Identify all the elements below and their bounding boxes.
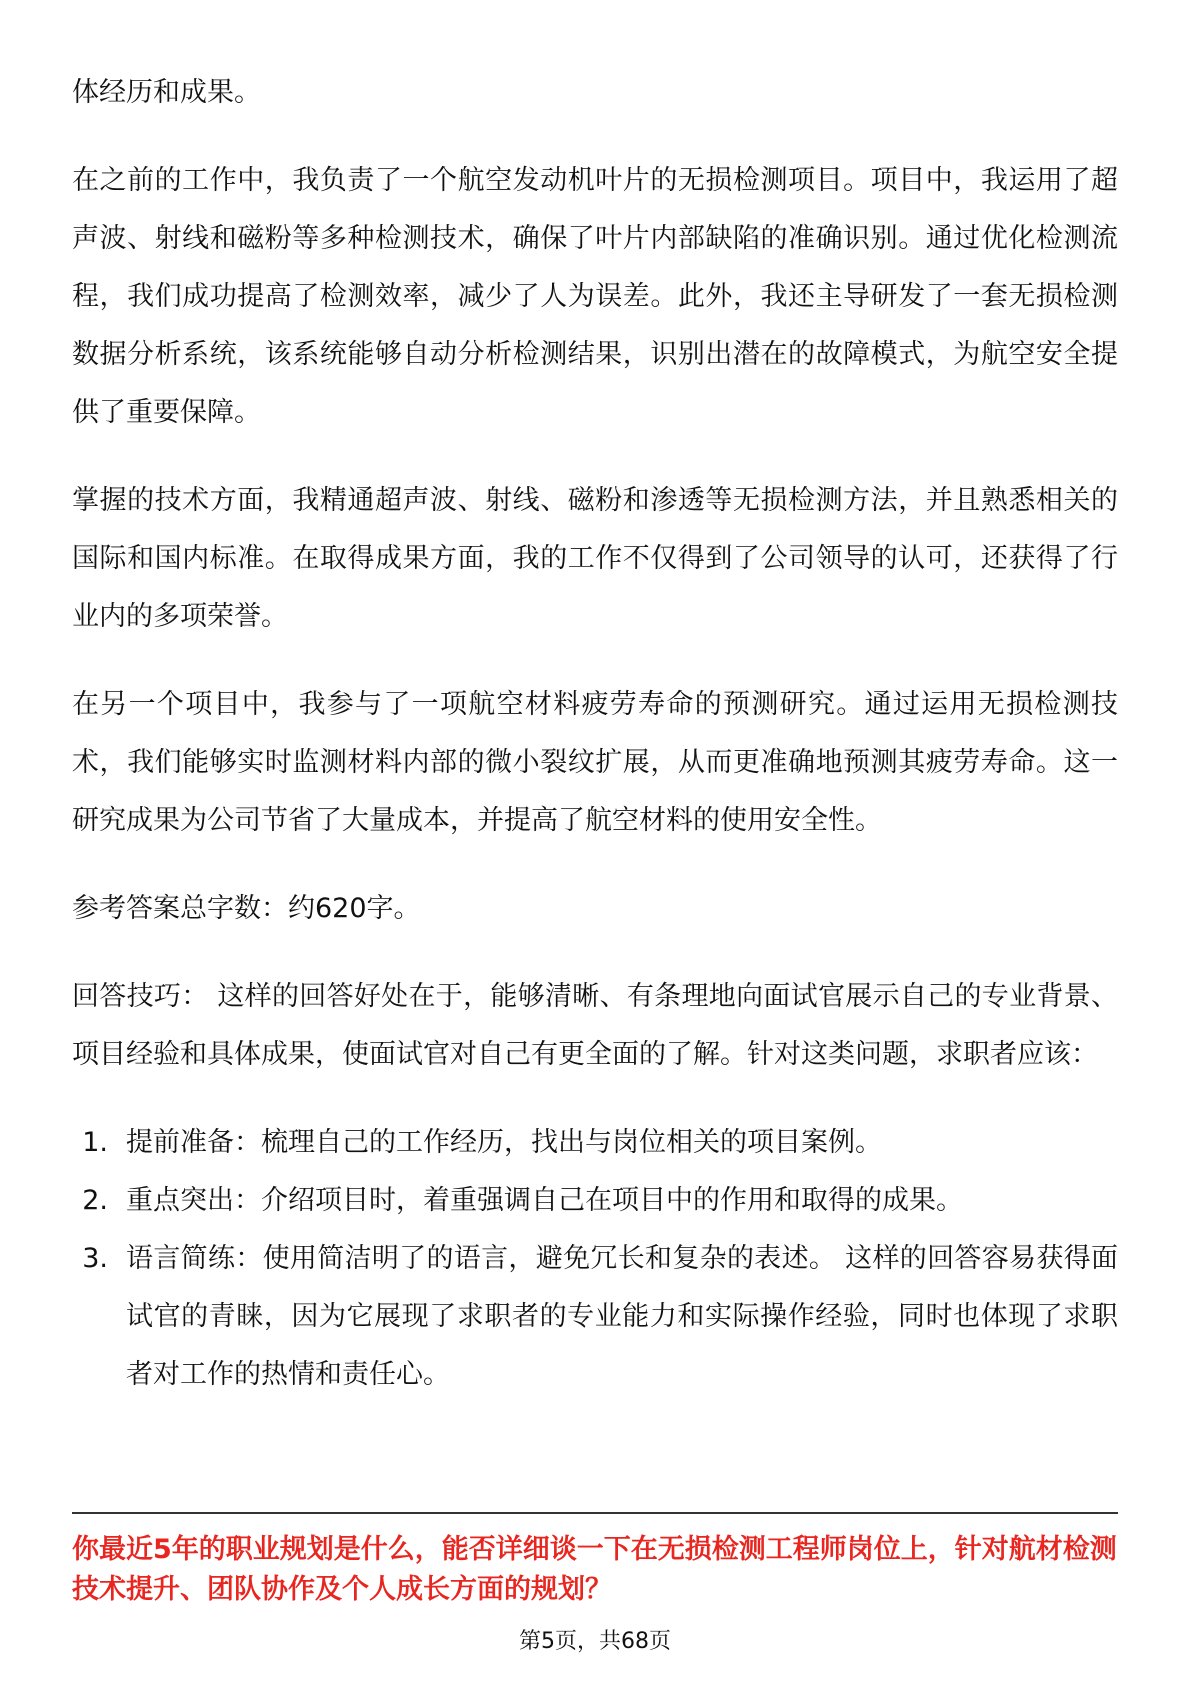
paragraph-answer-tips: 回答技巧： 这样的回答好处在于，能够清晰、有条理地向面试官展示自己的专业背景、项目经验和具体成果，使面试官对自己有更全面的了解。针对这类问题，求职者应该： bbox=[72, 981, 1118, 1070]
paragraph-word-count: 参考答案总字数：约620字。 bbox=[72, 893, 421, 924]
list-item-text: 提前准备：梳理自己的工作经历，找出与岗位相关的项目案例。 bbox=[126, 1127, 882, 1158]
list-item bbox=[72, 1114, 1118, 1172]
list-item-text: 语言简练：使用简洁明了的语言，避免冗长和复杂的表述。 这样的回答容易获得面试官的青睐，因为它展现了求职者的专业能力和实际操作经验，同时也体现了求职者对工作的热情和责任心。 bbox=[126, 1243, 1118, 1390]
list-item-number: 1. bbox=[82, 1127, 108, 1158]
section-divider bbox=[72, 1512, 1118, 1514]
list-item-number: 3. bbox=[82, 1243, 108, 1274]
list-item bbox=[72, 1230, 1118, 1404]
tips-list bbox=[72, 1114, 1118, 1404]
paragraph-project-experience: 在之前的工作中，我负责了一个航空发动机叶片的无损检测项目。项目中，我运用了超声波、射线和磁粉等多种检测技术，确保了叶片内部缺陷的准确识别。通过优化检测流程，我们成功提高了检测效率，减少了人为误差。此外，我还主导研发了一套无损检测数据分析系统，该系统能够自动分析检测结果，识别出潜在的故障模式，为航空安全提供了重要保障。 bbox=[72, 165, 1118, 428]
page-number-footer: 第5页，共68页 bbox=[519, 1629, 671, 1654]
paragraph-research-project: 在另一个项目中，我参与了一项航空材料疲劳寿命的预测研究。通过运用无损检测技术，我们能够实时监测材料内部的微小裂纹扩展，从而更准确地预测其疲劳寿命。这一研究成果为公司节省了大量成本，并提高了航空材料的使用安全性。 bbox=[72, 689, 1118, 836]
list-item-number: 2. bbox=[82, 1185, 108, 1216]
list-item bbox=[72, 1172, 1118, 1230]
paragraph-technical-skills: 掌握的技术方面，我精通超声波、射线、磁粉和渗透等无损检测方法，并且熟悉相关的国际和国内标准。在取得成果方面，我的工作不仅得到了公司领导的认可，还获得了行业内的多项荣誉。 bbox=[72, 485, 1118, 632]
paragraph-continuation: 体经历和成果。 bbox=[72, 77, 261, 108]
document-body bbox=[72, 64, 1118, 1404]
list-item-text: 重点突出：介绍项目时，着重强调自己在项目中的作用和取得的成果。 bbox=[126, 1185, 963, 1216]
next-question-heading: 你最近5年的职业规划是什么，能否详细谈一下在无损检测工程师岗位上，针对航材检测技术提升、团队协作及个人成长方面的规划？ bbox=[72, 1534, 1117, 1605]
